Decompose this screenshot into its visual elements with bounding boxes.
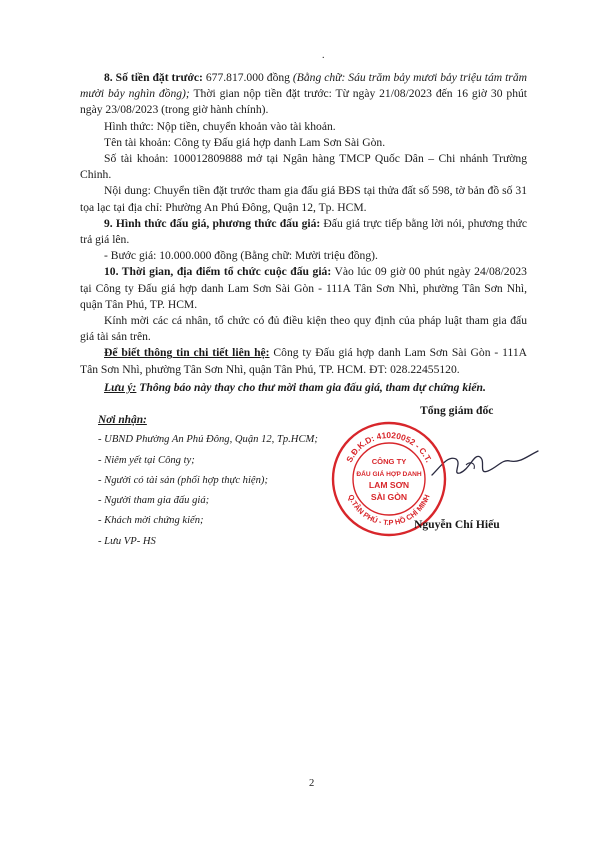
seal-line-1: CÔNG TY [371, 457, 407, 466]
seal-line-2: ĐẤU GIÁ HỢP DANH [356, 471, 422, 478]
section-8-deposit [80, 70, 527, 119]
recipient-item: - Niêm yết tại Công ty; [98, 454, 195, 466]
recipient-item: - Khách mời chứng kiến; [98, 515, 204, 527]
contact-label: Để biết thông tin chi tiết liên hệ: [104, 346, 270, 360]
signer-title: Tổng giám đốc [420, 404, 494, 417]
invitation-text: Kính mời các cá nhân, tổ chức có đủ điều kiện theo quy định của pháp luật tham gia đấu giá tài sản trên. [80, 314, 527, 344]
section-10-heading: 10. Thời gian, địa điểm tổ chức cuộc đấu giá: [104, 265, 332, 279]
deposit-amount: 677.817.000 đồng [202, 71, 293, 84]
page-number: 2 [309, 778, 315, 789]
section-9-heading: 9. Hình thức đấu giá, phương thức đấu giá: [104, 216, 321, 230]
recipient-item: - Người tham gia đấu giá; [98, 495, 210, 507]
seal-line-4: SÀI GÒN [370, 492, 408, 502]
seal-ring-bottom: Q.TÂN PHÚ - T.P HỒ CHÍ MINH [346, 493, 432, 528]
deposit-time: Thời gian nộp tiền đặt trước: Từ ngày 21/08/2023 đến 16 giờ 30 phút ngày 23/08/2023 (trong giờ hành chính). [80, 87, 528, 117]
recipients-title: Nơi nhận: [98, 414, 147, 426]
recipient-item: - Lưu VP- HS [98, 535, 156, 547]
signer-name: Nguyễn Chí Hiếu [414, 518, 500, 531]
recipients-block [98, 410, 358, 552]
bid-step: - Bước giá: 10.000.000 đồng (Bằng chữ: Mười triệu đồng). [104, 249, 378, 263]
account-number: Số tài khoản: 100012809888 mở tại Ngân hàng TMCP Quốc Dân – Chi nhánh Trường Chinh. [80, 152, 527, 182]
deposit-amount-words: (Bằng chữ: Sáu trăm bảy mươi bảy triệu tám trăm mười bảy nghìn đồng); [80, 71, 527, 101]
note [80, 380, 527, 396]
deposit-form: Hình thức: Nộp tiền, chuyển khoản vào tài khoản. [104, 119, 336, 133]
recipients-list [98, 430, 358, 552]
contact-info [80, 345, 527, 377]
note-label: Lưu ý: [104, 380, 137, 394]
transfer-content: Nội dung: Chuyển tiền đặt trước tham gia đấu giá BĐS tại thửa đất số 598, tờ bản đồ số 31 tọa lạc tại địa chỉ: Phường An Phú Đông, Quận 12, Tp. HCM. [80, 184, 527, 214]
section-10-text: Vào lúc 09 giờ 00 phút ngày 24/08/2023 tại Công ty Đấu giá hợp danh Lam Sơn Sài Gòn - 111A Tân Sơn Nhì, phường Tân Sơn Nhì, quận Tân Phú, TP. HCM. [80, 265, 527, 311]
recipient-item: - Người có tài sản (phối hợp thực hiện); [98, 474, 268, 486]
note-text: Thông báo này thay cho thư mời tham gia đấu giá, tham dự chứng kiến. [136, 380, 486, 394]
section-9-text: Đấu giá trực tiếp bằng lời nói, phương thức trả giá lên. [80, 216, 527, 247]
seal-ring-top: S.Đ.K.D: 41020052 - C.T. [344, 430, 435, 464]
recipient-item: - UBND Phường An Phú Đông, Quận 12, Tp.HCM; [98, 434, 318, 446]
page-mark: . [322, 50, 325, 61]
contact-text: Công ty Đấu giá hợp danh Lam Sơn Sài Gòn - 111A Tân Sơn Nhì, phường Tân Sơn Nhì, quận Tân Phú, TP. HCM. ĐT: 028.22455120. [80, 346, 527, 376]
section-9-auction-form [80, 216, 527, 248]
account-name: Tên tài khoản: Công ty Đấu giá hợp danh Lam Sơn Sài Gòn. [104, 135, 386, 149]
section-10-time-place [80, 264, 527, 313]
section-8-heading: 8. Số tiền đặt trước: [104, 71, 203, 84]
notice-body [80, 70, 527, 396]
seal-line-3: LAM SƠN [368, 480, 410, 490]
